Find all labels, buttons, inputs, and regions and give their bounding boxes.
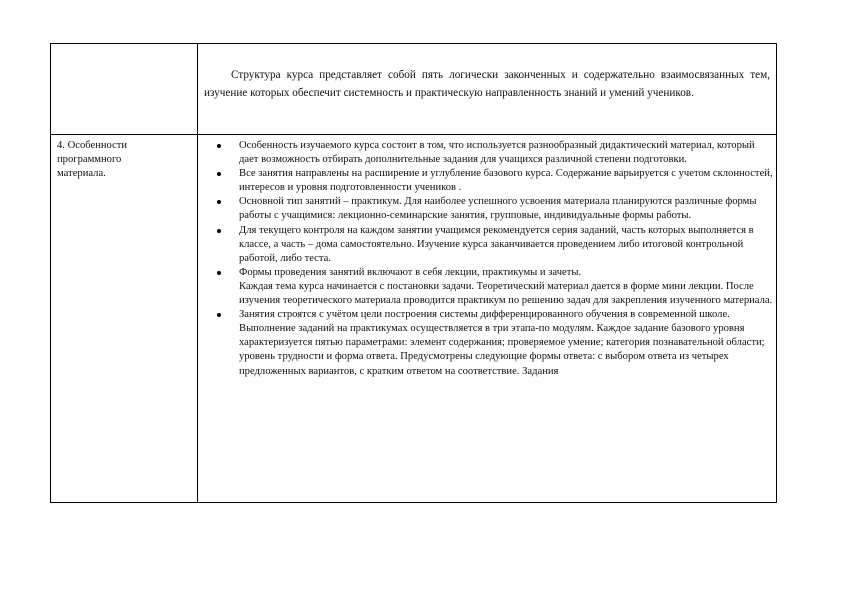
list-item bbox=[209, 224, 775, 266]
bullet-icon bbox=[217, 229, 221, 233]
list-item bbox=[209, 308, 775, 378]
row-divider bbox=[51, 134, 776, 135]
list-item-text: Для текущего контроля на каждом занятии учащимся рекомендуется серия заданий, часть которых выполняется в классе, а часть – дома самостоятельно. Изучение курса заканчивается проведением либо итоговой контрольной работой, либо теста. bbox=[239, 224, 754, 264]
list-item-continuation: Каждая тема курса начинается с постановки задачи. Теоретический материал дается в форме мини лекции. После изучения теоретического материала проводится практикум по решению задач для закрепления изученного материала. bbox=[239, 280, 773, 307]
list-item-text: Занятия строятся с учётом цели построения системы дифференцированного обучения в современной школе. Выполнение заданий на практикумах осуществляется в три этапа-по модулям. Каждое задание базового уровня характеризуется пятью параметрами: элемент содержания; проверяемое умение; категория познавательной области; уровень трудности и форма ответа. Предусмотрены следующие формы ответа: с выбором ответа из четырех предложенных вариантов, с кратким ответом на соответствие. Задания bbox=[239, 309, 765, 377]
bullet-icon bbox=[217, 271, 221, 275]
document-table bbox=[50, 43, 777, 503]
row-label-program-features: 4. Особенности программного материала. bbox=[57, 140, 128, 179]
course-structure-text: Структура курса представляет собой пять логически законченных и содержательно взаимосвязанных тем, изучение которых обеспечит системность и практическую направленность знаний и умений учеников. bbox=[204, 69, 770, 99]
list-item bbox=[209, 167, 775, 195]
bullet-icon bbox=[217, 172, 221, 176]
list-item bbox=[209, 139, 775, 167]
bullet-icon bbox=[217, 200, 221, 204]
bullet-icon bbox=[217, 313, 221, 317]
column-divider bbox=[197, 44, 198, 502]
list-item-text: Все занятия направлены на расширение и углубление базового курса. Содержание варьируется с учетом склонностей, интересов и уровня подготовленности учеников . bbox=[239, 168, 773, 194]
bullet-icon bbox=[217, 144, 221, 148]
list-item-text: Формы проведения занятий включают в себя лекции, практикумы и зачеты. bbox=[239, 266, 582, 278]
program-features-list bbox=[209, 139, 775, 379]
course-structure-paragraph bbox=[204, 67, 770, 102]
list-item-text: Основной тип занятий – практикум. Для наиболее успешного усвоения материала планируются различные формы работы с учащимися: лекционно-семинарские занятия, групповые, индивидуальные формы работы. bbox=[239, 196, 757, 222]
list-item bbox=[209, 195, 775, 223]
list-item-text: Особенность изучаемого курса состоит в том, что используется разнообразный дидактический материал, который дает возможность отбирать дополнительные задания для учащихся различной степени подготовки. bbox=[239, 140, 755, 166]
list-item bbox=[209, 266, 775, 308]
